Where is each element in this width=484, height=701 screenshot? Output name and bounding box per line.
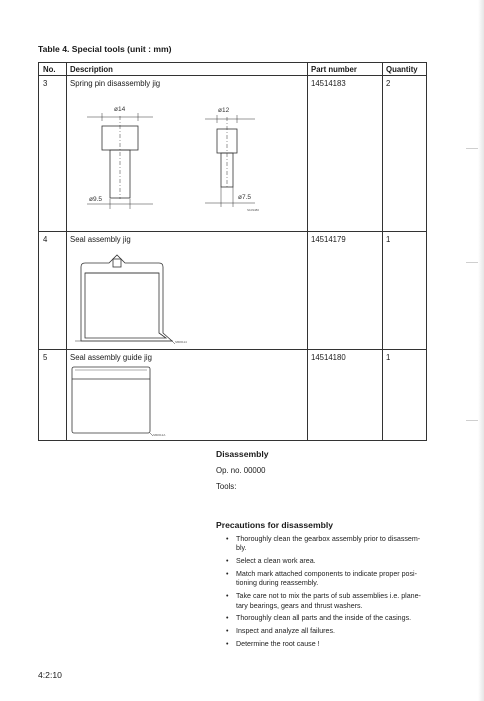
list-item-text: Select a clean work area. — [236, 557, 316, 566]
bullet-icon: • — [226, 640, 229, 648]
list-item-text: Determine the root cause ! — [236, 640, 320, 648]
seal-guide-jig-drawing — [69, 363, 219, 439]
row-part-number: 14514179 — [311, 235, 346, 244]
list-item — [226, 535, 458, 554]
list-item — [226, 557, 458, 566]
row-description: Seal assembly jig — [70, 235, 131, 244]
header-no: No. — [43, 65, 56, 74]
list-item-text: Match mark attached components to indicate proper posi- tioning during reassembly. — [236, 570, 417, 588]
scan-mark — [466, 262, 478, 263]
row-description: Spring pin disassembly jig — [70, 79, 161, 88]
list-item — [226, 614, 458, 623]
op-number: Op. no. 00000 — [216, 466, 266, 475]
list-item-text: Inspect and analyze all failures. — [236, 627, 335, 636]
bullet-icon: • — [226, 557, 229, 566]
list-item — [226, 627, 458, 636]
header-part-number: Part number — [311, 65, 357, 74]
scan-mark — [466, 148, 478, 149]
bullet-icon: • — [226, 592, 229, 601]
dim-label: ø14 — [114, 106, 126, 113]
list-item — [226, 570, 458, 589]
list-item — [226, 640, 458, 649]
page-number: 4:2:10 — [38, 670, 62, 680]
tools-label: Tools: — [216, 482, 237, 491]
row-part-number: 14514183 — [311, 79, 346, 88]
list-item-text: Take care not to mix the parts of sub assemblies i.e. plane- tary bearings, gears and thrust washers. — [236, 592, 421, 610]
precautions-list — [226, 535, 458, 653]
row-quantity: 2 — [386, 79, 391, 88]
dim-label: ø12 — [218, 107, 230, 114]
list-item — [226, 592, 458, 611]
dim-label: ø9.5 — [89, 196, 103, 203]
figure-ref: S806114 — [175, 340, 187, 344]
bullet-icon: • — [226, 570, 229, 578]
row-part-number: 14514180 — [311, 353, 346, 362]
precautions-heading: Precautions for disassembly — [216, 520, 334, 530]
header-description: Description — [70, 65, 113, 74]
bullet-icon: • — [226, 614, 229, 623]
spring-pin-jig-drawing — [69, 91, 297, 227]
header-quantity: Quantity — [386, 65, 418, 74]
special-tools-table — [38, 62, 427, 441]
list-item-text: Thoroughly clean the gearbox assembly prior to disassem- bly. — [236, 535, 421, 553]
bullet-icon: • — [226, 627, 229, 636]
scan-mark — [466, 420, 478, 421]
figure-ref: S109480 — [247, 208, 260, 212]
seal-assembly-jig-drawing — [69, 245, 229, 345]
row-no: 3 — [43, 79, 48, 88]
disassembly-heading: Disassembly — [216, 449, 269, 459]
dim-label: ø7.5 — [238, 194, 252, 201]
table-title: Table 4. Special tools (unit : mm) — [38, 44, 172, 54]
bullet-icon: • — [226, 535, 229, 543]
row-quantity: 1 — [386, 353, 391, 362]
figure-ref: S80612A — [153, 433, 166, 437]
page-edge-shadow — [478, 0, 484, 701]
list-item-text: Thoroughly clean all parts and the inside of the casings. — [236, 614, 412, 623]
row-quantity: 1 — [386, 235, 391, 244]
row-description: Seal assembly guide jig — [70, 353, 152, 362]
row-no: 5 — [43, 353, 48, 362]
row-no: 4 — [43, 235, 48, 244]
